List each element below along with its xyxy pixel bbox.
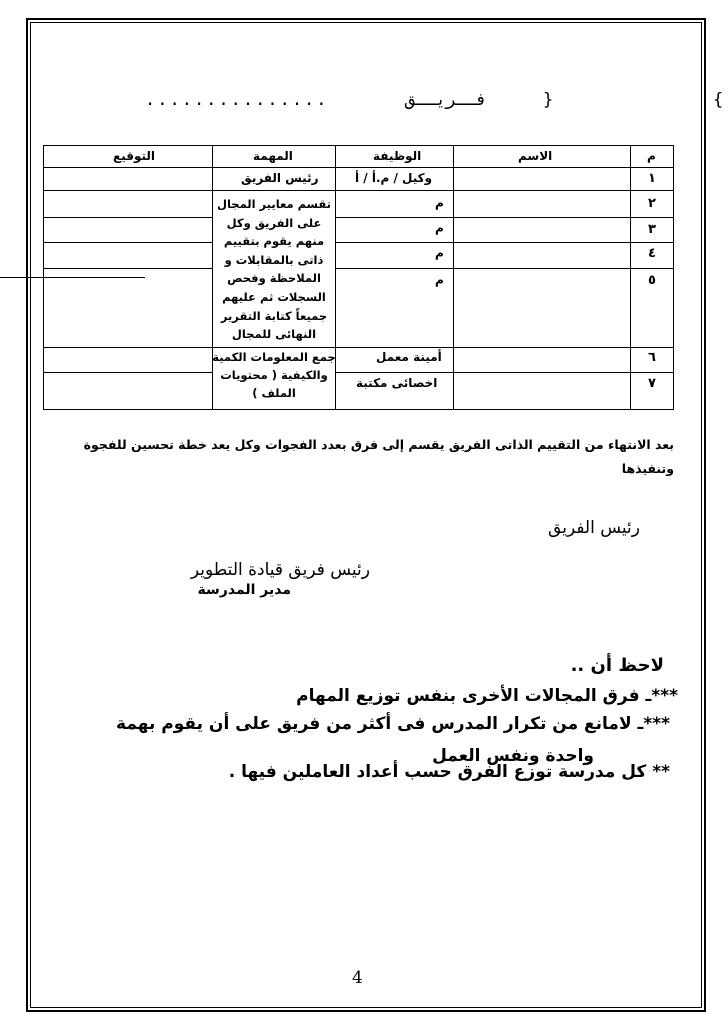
row-role: م: [435, 196, 444, 210]
row-task: رئيس الفريق: [241, 171, 319, 185]
row-role: وكيل / م.أ / أ: [355, 171, 433, 185]
team-header: [145, 90, 724, 116]
row-number: ٦: [648, 350, 656, 365]
header-signature: التوقيع: [113, 149, 155, 163]
page-number: 4: [352, 968, 363, 988]
instruction-paragraph: بعد الانتهاء من التقييم الذاتى الفريق يقسم إلى فرق بعدد الفجوات وكل يعد خطة تحسين للفجوة وتنفيذها: [83, 437, 674, 476]
brace-open: {: [713, 90, 724, 110]
row-role: م: [435, 221, 444, 235]
row-number: ٥: [648, 273, 656, 288]
row-number: ٧: [648, 376, 656, 391]
shared-task-cell-2: جمع المعلومات الكمية والكيفية ( محتويات الملف ): [212, 350, 336, 400]
note-item: واحدة ونفس العمل: [432, 746, 594, 766]
row-number: ١: [648, 171, 656, 186]
note-item: ***ـ فرق المجالات الأخرى بنفس توزيع المهام: [296, 686, 678, 706]
header-name: الاسم: [518, 149, 553, 163]
dev-lead-signature: رئيس فريق قيادة التطوير: [190, 560, 370, 580]
team-word: فــريــق: [405, 90, 487, 110]
note-item: ** كل مدرسة توزع الفرق حسب أعداد العاملين فيها .: [228, 762, 670, 782]
row-number: ٤: [648, 246, 656, 261]
row-number: ٢: [648, 196, 656, 211]
note-item: ***ـ لامانع من تكرار المدرس فى أكثر من فريق على أن يقوم بهمة: [116, 714, 670, 734]
principal-signature: مدير المدرسة: [197, 582, 291, 598]
row-role: م: [435, 246, 444, 260]
row-role: م: [435, 273, 444, 287]
row-role: اخصائى مكتبة: [356, 376, 438, 390]
header-role: الوظيفة: [373, 149, 422, 163]
header-num: م: [647, 149, 656, 163]
team-table: [43, 145, 674, 410]
shared-task-cell: تقسم معايير المجال على الفريق وكل منهم يقوم بتقييم ذاتى بالمقابلات و الملاحظة وفحص السجلات ثم عليهم جميعاً كتابة التقرير النهائى للمجال: [217, 197, 331, 342]
team-lead-signature: رئيس الفريق: [548, 518, 640, 538]
row-number: ٣: [648, 222, 656, 237]
brace-close: }: [543, 90, 554, 110]
header-task: المهمة: [253, 149, 293, 163]
team-name-blank: ...............: [145, 90, 329, 110]
notes-title: لاحظ أن ..: [570, 655, 664, 676]
row-role: أمينة معمل: [376, 350, 442, 364]
